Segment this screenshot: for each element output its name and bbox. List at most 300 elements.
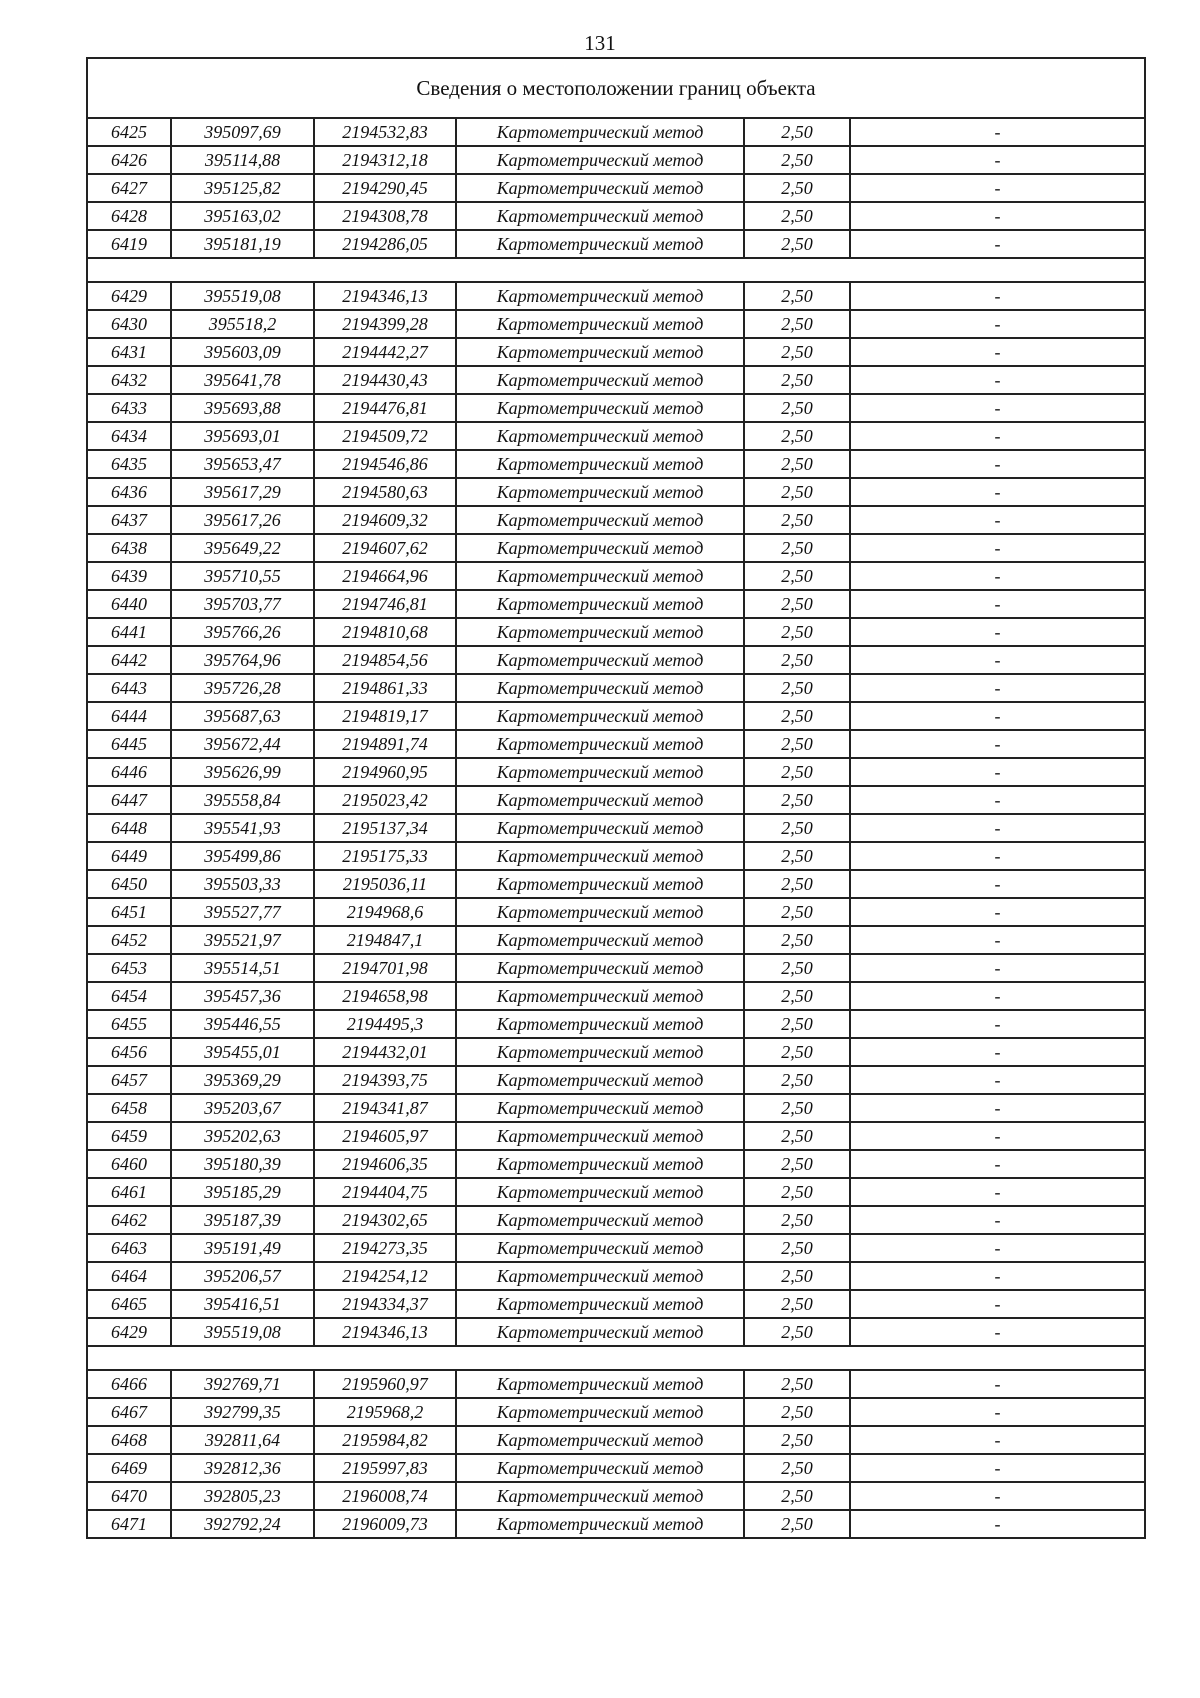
coordinate-y-cell: 2194442,27 — [314, 338, 456, 366]
coordinate-x-cell: 395693,01 — [171, 422, 314, 450]
coordinate-x-cell: 395191,49 — [171, 1234, 314, 1262]
table-row — [87, 758, 1145, 786]
table-row — [87, 590, 1145, 618]
method-cell: Картометрический метод — [456, 1094, 744, 1122]
point-number-cell: 6467 — [87, 1398, 171, 1426]
coordinate-y-cell: 2194399,28 — [314, 310, 456, 338]
description-cell: - — [850, 118, 1145, 146]
boundary-coordinates-table — [86, 57, 1146, 1539]
point-number-cell: 6470 — [87, 1482, 171, 1510]
point-number-cell: 6438 — [87, 534, 171, 562]
accuracy-cell: 2,50 — [744, 870, 850, 898]
point-number-cell: 6465 — [87, 1290, 171, 1318]
coordinate-y-cell: 2194341,87 — [314, 1094, 456, 1122]
table-row — [87, 730, 1145, 758]
description-cell: - — [850, 1150, 1145, 1178]
accuracy-cell: 2,50 — [744, 366, 850, 394]
accuracy-cell: 2,50 — [744, 618, 850, 646]
point-number-cell: 6447 — [87, 786, 171, 814]
method-cell: Картометрический метод — [456, 898, 744, 926]
accuracy-cell: 2,50 — [744, 1122, 850, 1150]
coordinate-y-cell: 2194346,13 — [314, 282, 456, 310]
coordinate-x-cell: 395514,51 — [171, 954, 314, 982]
coordinate-y-cell: 2194960,95 — [314, 758, 456, 786]
coordinate-x-cell: 395499,86 — [171, 842, 314, 870]
coordinate-x-cell: 395206,57 — [171, 1262, 314, 1290]
method-cell: Картометрический метод — [456, 146, 744, 174]
description-cell: - — [850, 982, 1145, 1010]
coordinate-x-cell: 395541,93 — [171, 814, 314, 842]
coordinate-y-cell: 2194658,98 — [314, 982, 456, 1010]
point-number-cell: 6431 — [87, 338, 171, 366]
point-number-cell: 6439 — [87, 562, 171, 590]
description-cell: - — [850, 450, 1145, 478]
accuracy-cell: 2,50 — [744, 338, 850, 366]
table-row — [87, 1290, 1145, 1318]
coordinate-y-cell: 2195997,83 — [314, 1454, 456, 1482]
description-cell: - — [850, 366, 1145, 394]
accuracy-cell: 2,50 — [744, 394, 850, 422]
coordinate-x-cell: 395603,09 — [171, 338, 314, 366]
description-cell: - — [850, 394, 1145, 422]
method-cell: Картометрический метод — [456, 1290, 744, 1318]
description-cell: - — [850, 1510, 1145, 1538]
coordinate-x-cell: 392769,71 — [171, 1370, 314, 1398]
accuracy-cell: 2,50 — [744, 702, 850, 730]
description-cell: - — [850, 1122, 1145, 1150]
method-cell: Картометрический метод — [456, 1234, 744, 1262]
coordinate-x-cell: 395187,39 — [171, 1206, 314, 1234]
description-cell: - — [850, 478, 1145, 506]
accuracy-cell: 2,50 — [744, 506, 850, 534]
accuracy-cell: 2,50 — [744, 1398, 850, 1426]
table-row — [87, 394, 1145, 422]
point-number-cell: 6436 — [87, 478, 171, 506]
table-row — [87, 1426, 1145, 1454]
point-number-cell: 6437 — [87, 506, 171, 534]
coordinate-x-cell: 395446,55 — [171, 1010, 314, 1038]
table-row — [87, 646, 1145, 674]
table-row — [87, 674, 1145, 702]
point-number-cell: 6451 — [87, 898, 171, 926]
accuracy-cell: 2,50 — [744, 982, 850, 1010]
point-number-cell: 6425 — [87, 118, 171, 146]
description-cell: - — [850, 282, 1145, 310]
accuracy-cell: 2,50 — [744, 310, 850, 338]
accuracy-cell: 2,50 — [744, 282, 850, 310]
coordinate-y-cell: 2194968,6 — [314, 898, 456, 926]
method-cell: Картометрический метод — [456, 230, 744, 258]
description-cell: - — [850, 174, 1145, 202]
point-number-cell: 6426 — [87, 146, 171, 174]
coordinate-x-cell: 395766,26 — [171, 618, 314, 646]
point-number-cell: 6428 — [87, 202, 171, 230]
coordinate-y-cell: 2194404,75 — [314, 1178, 456, 1206]
method-cell: Картометрический метод — [456, 1370, 744, 1398]
table-row — [87, 1150, 1145, 1178]
method-cell: Картометрический метод — [456, 1150, 744, 1178]
description-cell: - — [850, 786, 1145, 814]
method-cell: Картометрический метод — [456, 202, 744, 230]
coordinate-y-cell: 2196009,73 — [314, 1510, 456, 1538]
method-cell: Картометрический метод — [456, 1178, 744, 1206]
coordinate-y-cell: 2195984,82 — [314, 1426, 456, 1454]
method-cell: Картометрический метод — [456, 422, 744, 450]
coordinate-x-cell: 395185,29 — [171, 1178, 314, 1206]
coordinate-y-cell: 2194286,05 — [314, 230, 456, 258]
table-row — [87, 1510, 1145, 1538]
method-cell: Картометрический метод — [456, 926, 744, 954]
table-title-row — [87, 58, 1145, 118]
method-cell: Картометрический метод — [456, 646, 744, 674]
table-row — [87, 1318, 1145, 1346]
coordinate-x-cell: 395764,96 — [171, 646, 314, 674]
method-cell: Картометрический метод — [456, 1398, 744, 1426]
coordinate-x-cell: 395503,33 — [171, 870, 314, 898]
description-cell: - — [850, 730, 1145, 758]
description-cell: - — [850, 842, 1145, 870]
point-number-cell: 6462 — [87, 1206, 171, 1234]
coordinate-y-cell: 2194254,12 — [314, 1262, 456, 1290]
method-cell: Картометрический метод — [456, 982, 744, 1010]
method-cell: Картометрический метод — [456, 702, 744, 730]
method-cell: Картометрический метод — [456, 366, 744, 394]
description-cell: - — [850, 1290, 1145, 1318]
table-row — [87, 1178, 1145, 1206]
coordinate-y-cell: 2194854,56 — [314, 646, 456, 674]
accuracy-cell: 2,50 — [744, 674, 850, 702]
description-cell: - — [850, 422, 1145, 450]
method-cell: Картометрический метод — [456, 842, 744, 870]
coordinate-y-cell: 2196008,74 — [314, 1482, 456, 1510]
coordinate-y-cell: 2195036,11 — [314, 870, 456, 898]
coordinate-y-cell: 2195175,33 — [314, 842, 456, 870]
point-number-cell: 6430 — [87, 310, 171, 338]
coordinate-x-cell: 395641,78 — [171, 366, 314, 394]
method-cell: Картометрический метод — [456, 310, 744, 338]
method-cell: Картометрический метод — [456, 1426, 744, 1454]
description-cell: - — [850, 926, 1145, 954]
point-number-cell: 6419 — [87, 230, 171, 258]
description-cell: - — [850, 1370, 1145, 1398]
table-title: Сведения о местоположении границ объекта — [87, 58, 1145, 118]
coordinate-y-cell: 2194532,83 — [314, 118, 456, 146]
description-cell: - — [850, 646, 1145, 674]
coordinate-y-cell: 2194701,98 — [314, 954, 456, 982]
table-row — [87, 1066, 1145, 1094]
point-number-cell: 6433 — [87, 394, 171, 422]
description-cell: - — [850, 1454, 1145, 1482]
method-cell: Картометрический метод — [456, 174, 744, 202]
point-number-cell: 6457 — [87, 1066, 171, 1094]
point-number-cell: 6427 — [87, 174, 171, 202]
accuracy-cell: 2,50 — [744, 590, 850, 618]
method-cell: Картометрический метод — [456, 730, 744, 758]
point-number-cell: 6455 — [87, 1010, 171, 1038]
table-row — [87, 1398, 1145, 1426]
description-cell: - — [850, 202, 1145, 230]
coordinate-y-cell: 2195137,34 — [314, 814, 456, 842]
description-cell: - — [850, 898, 1145, 926]
accuracy-cell: 2,50 — [744, 954, 850, 982]
accuracy-cell: 2,50 — [744, 926, 850, 954]
method-cell: Картометрический метод — [456, 282, 744, 310]
table-row — [87, 926, 1145, 954]
accuracy-cell: 2,50 — [744, 814, 850, 842]
coordinate-y-cell: 2194664,96 — [314, 562, 456, 590]
coordinate-x-cell: 395558,84 — [171, 786, 314, 814]
coordinate-x-cell: 395519,08 — [171, 282, 314, 310]
description-cell: - — [850, 954, 1145, 982]
point-number-cell: 6448 — [87, 814, 171, 842]
table-row — [87, 146, 1145, 174]
group-separator-row — [87, 258, 1145, 282]
description-cell: - — [850, 870, 1145, 898]
point-number-cell: 6449 — [87, 842, 171, 870]
method-cell: Картометрический метод — [456, 478, 744, 506]
table-row — [87, 786, 1145, 814]
method-cell: Картометрический метод — [456, 118, 744, 146]
coordinate-y-cell: 2194847,1 — [314, 926, 456, 954]
coordinate-x-cell: 395617,29 — [171, 478, 314, 506]
point-number-cell: 6434 — [87, 422, 171, 450]
accuracy-cell: 2,50 — [744, 118, 850, 146]
accuracy-cell: 2,50 — [744, 1150, 850, 1178]
method-cell: Картометрический метод — [456, 1206, 744, 1234]
coordinate-x-cell: 395649,22 — [171, 534, 314, 562]
method-cell: Картометрический метод — [456, 1482, 744, 1510]
description-cell: - — [850, 1426, 1145, 1454]
point-number-cell: 6440 — [87, 590, 171, 618]
table-row — [87, 1234, 1145, 1262]
description-cell: - — [850, 146, 1145, 174]
description-cell: - — [850, 1398, 1145, 1426]
description-cell: - — [850, 590, 1145, 618]
accuracy-cell: 2,50 — [744, 898, 850, 926]
method-cell: Картометрический метод — [456, 1510, 744, 1538]
point-number-cell: 6446 — [87, 758, 171, 786]
table-row — [87, 450, 1145, 478]
coordinate-x-cell: 395693,88 — [171, 394, 314, 422]
description-cell: - — [850, 506, 1145, 534]
method-cell: Картометрический метод — [456, 1066, 744, 1094]
description-cell: - — [850, 1066, 1145, 1094]
point-number-cell: 6460 — [87, 1150, 171, 1178]
coordinate-y-cell: 2194308,78 — [314, 202, 456, 230]
accuracy-cell: 2,50 — [744, 1178, 850, 1206]
table-row — [87, 1454, 1145, 1482]
table-row — [87, 422, 1145, 450]
coordinate-y-cell: 2194312,18 — [314, 146, 456, 174]
method-cell: Картометрический метод — [456, 674, 744, 702]
method-cell: Картометрический метод — [456, 394, 744, 422]
coordinate-y-cell: 2194546,86 — [314, 450, 456, 478]
coordinate-x-cell: 392799,35 — [171, 1398, 314, 1426]
coordinate-x-cell: 395180,39 — [171, 1150, 314, 1178]
coordinate-x-cell: 395518,2 — [171, 310, 314, 338]
accuracy-cell: 2,50 — [744, 1234, 850, 1262]
table-row — [87, 702, 1145, 730]
coordinate-x-cell: 395202,63 — [171, 1122, 314, 1150]
point-number-cell: 6468 — [87, 1426, 171, 1454]
table-row — [87, 366, 1145, 394]
coordinate-x-cell: 395617,26 — [171, 506, 314, 534]
method-cell: Картометрический метод — [456, 590, 744, 618]
coordinate-x-cell: 395416,51 — [171, 1290, 314, 1318]
accuracy-cell: 2,50 — [744, 786, 850, 814]
table-row — [87, 230, 1145, 258]
description-cell: - — [850, 1262, 1145, 1290]
method-cell: Картометрический метод — [456, 758, 744, 786]
accuracy-cell: 2,50 — [744, 646, 850, 674]
point-number-cell: 6442 — [87, 646, 171, 674]
coordinate-y-cell: 2194346,13 — [314, 1318, 456, 1346]
method-cell: Картометрический метод — [456, 1010, 744, 1038]
coordinate-y-cell: 2194334,37 — [314, 1290, 456, 1318]
coordinate-y-cell: 2194861,33 — [314, 674, 456, 702]
table-row — [87, 814, 1145, 842]
coordinate-y-cell: 2194810,68 — [314, 618, 456, 646]
accuracy-cell: 2,50 — [744, 1066, 850, 1094]
description-cell: - — [850, 1010, 1145, 1038]
description-cell: - — [850, 814, 1145, 842]
coordinate-x-cell: 395687,63 — [171, 702, 314, 730]
group-separator-cell — [87, 1346, 1145, 1370]
coordinate-x-cell: 395703,77 — [171, 590, 314, 618]
description-cell: - — [850, 758, 1145, 786]
coordinate-x-cell: 395519,08 — [171, 1318, 314, 1346]
accuracy-cell: 2,50 — [744, 1370, 850, 1398]
coordinate-y-cell: 2194302,65 — [314, 1206, 456, 1234]
point-number-cell: 6443 — [87, 674, 171, 702]
point-number-cell: 6435 — [87, 450, 171, 478]
coordinate-x-cell: 395521,97 — [171, 926, 314, 954]
coordinate-x-cell: 395710,55 — [171, 562, 314, 590]
coordinate-x-cell: 395626,99 — [171, 758, 314, 786]
table-row — [87, 202, 1145, 230]
coordinate-y-cell: 2194605,97 — [314, 1122, 456, 1150]
point-number-cell: 6471 — [87, 1510, 171, 1538]
table-row — [87, 618, 1145, 646]
coordinate-x-cell: 395203,67 — [171, 1094, 314, 1122]
point-number-cell: 6441 — [87, 618, 171, 646]
coordinate-x-cell: 395653,47 — [171, 450, 314, 478]
description-cell: - — [850, 1038, 1145, 1066]
description-cell: - — [850, 702, 1145, 730]
accuracy-cell: 2,50 — [744, 1094, 850, 1122]
description-cell: - — [850, 310, 1145, 338]
point-number-cell: 6432 — [87, 366, 171, 394]
accuracy-cell: 2,50 — [744, 1510, 850, 1538]
coordinate-y-cell: 2195023,42 — [314, 786, 456, 814]
table-row — [87, 534, 1145, 562]
table-row — [87, 478, 1145, 506]
coordinate-y-cell: 2195960,97 — [314, 1370, 456, 1398]
description-cell: - — [850, 562, 1145, 590]
table-row — [87, 870, 1145, 898]
description-cell: - — [850, 338, 1145, 366]
accuracy-cell: 2,50 — [744, 146, 850, 174]
method-cell: Картометрический метод — [456, 1318, 744, 1346]
method-cell: Картометрический метод — [456, 786, 744, 814]
point-number-cell: 6452 — [87, 926, 171, 954]
table-row — [87, 282, 1145, 310]
method-cell: Картометрический метод — [456, 1122, 744, 1150]
point-number-cell: 6461 — [87, 1178, 171, 1206]
table-row — [87, 1010, 1145, 1038]
table-row — [87, 562, 1145, 590]
coordinate-x-cell: 395097,69 — [171, 118, 314, 146]
table-body — [87, 58, 1145, 1538]
coordinate-x-cell: 395672,44 — [171, 730, 314, 758]
table-row — [87, 982, 1145, 1010]
table-row — [87, 954, 1145, 982]
accuracy-cell: 2,50 — [744, 1010, 850, 1038]
point-number-cell: 6469 — [87, 1454, 171, 1482]
coordinate-x-cell: 395114,88 — [171, 146, 314, 174]
table-row — [87, 118, 1145, 146]
accuracy-cell: 2,50 — [744, 422, 850, 450]
method-cell: Картометрический метод — [456, 954, 744, 982]
group-separator-cell — [87, 258, 1145, 282]
accuracy-cell: 2,50 — [744, 562, 850, 590]
coordinate-y-cell: 2194290,45 — [314, 174, 456, 202]
coordinate-y-cell: 2194432,01 — [314, 1038, 456, 1066]
accuracy-cell: 2,50 — [744, 450, 850, 478]
point-number-cell: 6458 — [87, 1094, 171, 1122]
boundary-table-frame — [86, 57, 1144, 1539]
coordinate-y-cell: 2194509,72 — [314, 422, 456, 450]
coordinate-y-cell: 2194819,17 — [314, 702, 456, 730]
coordinate-x-cell: 392811,64 — [171, 1426, 314, 1454]
coordinate-y-cell: 2194495,3 — [314, 1010, 456, 1038]
accuracy-cell: 2,50 — [744, 202, 850, 230]
accuracy-cell: 2,50 — [744, 1318, 850, 1346]
method-cell: Картометрический метод — [456, 1262, 744, 1290]
accuracy-cell: 2,50 — [744, 842, 850, 870]
table-row — [87, 310, 1145, 338]
point-number-cell: 6456 — [87, 1038, 171, 1066]
coordinate-y-cell: 2195968,2 — [314, 1398, 456, 1426]
coordinate-x-cell: 395163,02 — [171, 202, 314, 230]
accuracy-cell: 2,50 — [744, 1262, 850, 1290]
coordinate-y-cell: 2194746,81 — [314, 590, 456, 618]
table-row — [87, 1370, 1145, 1398]
coordinate-y-cell: 2194609,32 — [314, 506, 456, 534]
method-cell: Картометрический метод — [456, 870, 744, 898]
method-cell: Картометрический метод — [456, 814, 744, 842]
accuracy-cell: 2,50 — [744, 1454, 850, 1482]
method-cell: Картометрический метод — [456, 506, 744, 534]
table-row — [87, 506, 1145, 534]
point-number-cell: 6450 — [87, 870, 171, 898]
description-cell: - — [850, 1234, 1145, 1262]
description-cell: - — [850, 534, 1145, 562]
accuracy-cell: 2,50 — [744, 478, 850, 506]
description-cell: - — [850, 1482, 1145, 1510]
point-number-cell: 6453 — [87, 954, 171, 982]
method-cell: Картометрический метод — [456, 562, 744, 590]
point-number-cell: 6463 — [87, 1234, 171, 1262]
coordinate-y-cell: 2194476,81 — [314, 394, 456, 422]
coordinate-y-cell: 2194273,35 — [314, 1234, 456, 1262]
accuracy-cell: 2,50 — [744, 1206, 850, 1234]
accuracy-cell: 2,50 — [744, 1290, 850, 1318]
table-row — [87, 1206, 1145, 1234]
method-cell: Картометрический метод — [456, 450, 744, 478]
coordinate-x-cell: 392812,36 — [171, 1454, 314, 1482]
table-row — [87, 1262, 1145, 1290]
